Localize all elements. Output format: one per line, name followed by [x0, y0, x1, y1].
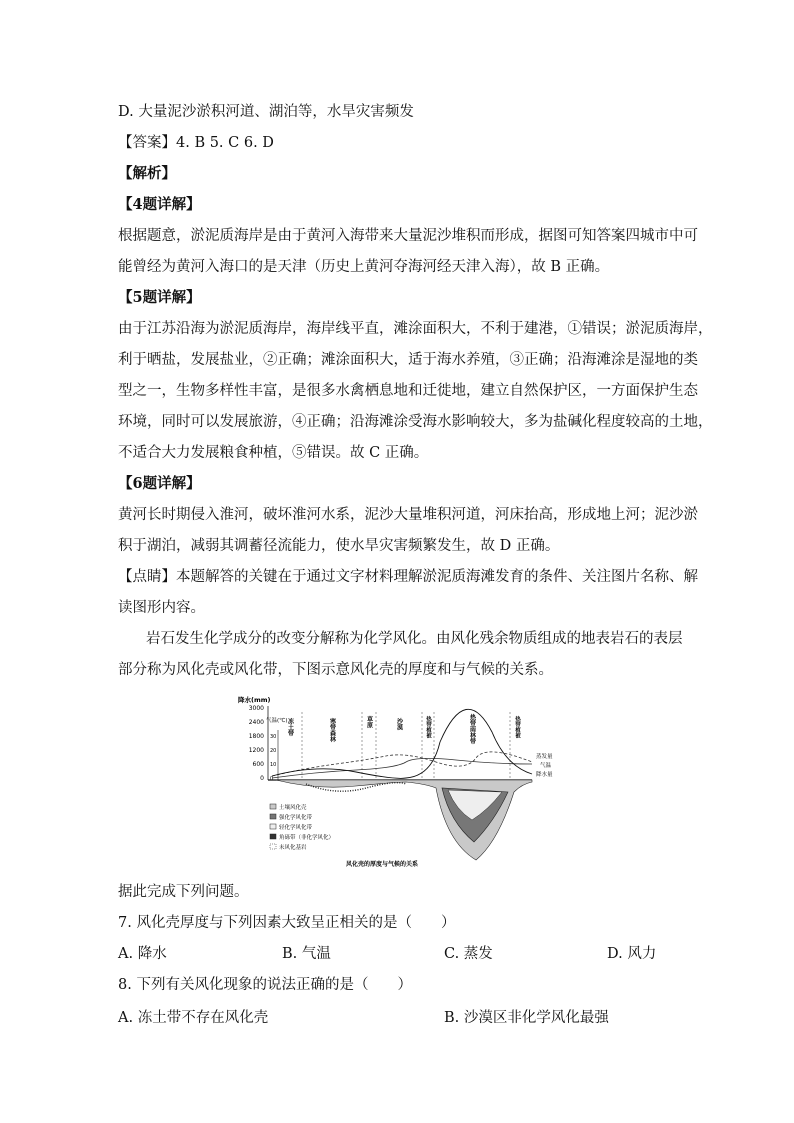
legend-item: 土壤风化壳 — [279, 805, 307, 811]
temp-tick: 0 — [270, 776, 274, 782]
q4-explanation-2: 能曾经为黄河入海口的是天津（历史上黄河夺海河经天津入海），故 B 正确。 — [118, 259, 610, 275]
zone-label: 寒带森林 — [328, 718, 336, 742]
y-tick: 3000 — [248, 705, 264, 712]
legend-item: 角砾带（非化学风化） — [279, 835, 335, 841]
q4-heading: 【4题详解】 — [118, 196, 201, 213]
y-tick: 0 — [260, 775, 264, 782]
zone-label: 冻土带 — [286, 718, 294, 736]
zone-label: 沙漠 — [395, 718, 403, 730]
temperature-curve — [272, 758, 532, 778]
key-point-2: 读图形内容。 — [118, 600, 205, 616]
zone-label: 热带植被 — [514, 716, 520, 738]
weathering-crust-figure — [236, 692, 556, 870]
legend-item: 强化学风化带 — [279, 815, 313, 821]
q5-explanation-3: 型之一，生物多样性丰富，是很多水禽栖息地和迁徙地，建立自然保护区，一方面保护生态 — [118, 383, 698, 399]
y-axis-title: 降水(mm) — [238, 696, 271, 704]
intro-paragraph-2: 部分称为风化壳或风化带，下图示意风化壳的厚度和与气候的关系。 — [118, 662, 553, 678]
q8-stem: 8. 下列有关风化现象的说法正确的是（ ） — [118, 977, 412, 993]
figure-legend — [270, 803, 334, 851]
y-tick: 1200 — [248, 747, 264, 754]
q5-explanation-4: 环境，同时可以发展旅游，④正确；沿海滩涂受海水影响较大，多为盐碱化程度较高的土地， — [118, 414, 713, 430]
analysis-heading: 【解析】 — [118, 165, 176, 182]
q7-option-c: C. 蒸发 — [444, 946, 493, 962]
q5-heading: 【5题详解】 — [118, 289, 201, 306]
y-tick: 2400 — [248, 719, 264, 726]
q7-option-d: D. 风力 — [607, 946, 657, 962]
q7-option-a: A. 降水 — [118, 946, 167, 962]
temp-axis-title: 气温(℃) — [266, 718, 288, 724]
q7-option-b: B. 气温 — [282, 946, 331, 962]
q5-explanation-2: 利于晒盐，发展盐业，②正确；滩涂面积大，适于海水养殖，③正确；沿海滩涂是湿地的类 — [118, 352, 698, 368]
temp-tick: 30 — [270, 734, 277, 740]
option-d-text: D. 大量泥沙淤积河道、湖泊等，水旱灾害频发 — [118, 104, 414, 120]
q8-option-b: B. 沙漠区非化学风化最强 — [444, 1010, 609, 1026]
key-point-1: 【点睛】本题解答的关键在于通过文字材料理解淤泥质海滩发育的条件、关注图片名称、解 — [118, 569, 698, 585]
temp-tick: 20 — [270, 748, 277, 754]
y-tick: 1800 — [248, 733, 264, 740]
intro-paragraph-1: 岩石发生化学成分的改变分解称为化学风化。由风化残余物质组成的地表岩石的表层 — [146, 631, 683, 647]
answer-line: 【答案】4. B 5. C 6. D — [118, 135, 274, 151]
zone-label: 热带植被 — [425, 716, 431, 738]
q6-explanation-1: 黄河长时期侵入淮河，破坏淮河水系，泥沙大量堆积河道，河床抬高，形成地上河；泥沙淤 — [118, 507, 698, 523]
q5-explanation-1: 由于江苏沿海为淤泥质海岸，海岸线平直，滩涂面积大，不利于建港，①错误；淤泥质海岸， — [118, 321, 713, 337]
y-tick: 600 — [252, 761, 264, 768]
q4-explanation-1: 根据题意，淤泥质海岸是由于黄河入海带来大量泥沙堆积而形成，据图可知答案四城市中可 — [118, 228, 698, 244]
curve-label: 气温 — [540, 763, 552, 769]
q7-stem: 7. 风化壳厚度与下列因素大致呈正相关的是（ ） — [118, 915, 456, 931]
curve-label: 降水量 — [536, 772, 553, 778]
legend-item: 未风化基岩 — [279, 845, 307, 851]
figure-caption: 风化壳的厚度与气候的关系 — [346, 861, 419, 868]
q6-heading: 【6题详解】 — [118, 475, 201, 492]
q8-option-a: A. 冻土带不存在风化壳 — [118, 1010, 269, 1026]
temp-tick: 10 — [270, 762, 277, 768]
instruction-text: 据此完成下列问题。 — [118, 884, 249, 900]
q5-explanation-5: 不适合大力发展粮食种植，⑤错误。故 C 正确。 — [118, 445, 429, 461]
zone-label: 热带雨林带 — [468, 714, 476, 744]
legend-item: 轻化学风化带 — [279, 825, 313, 831]
curve-label: 蒸发量 — [536, 754, 553, 760]
q6-explanation-2: 积于湖泊，减弱其调蓄径流能力，使水旱灾害频繁发生，故 D 正确。 — [118, 538, 560, 554]
zone-label: 草原 — [365, 716, 373, 728]
